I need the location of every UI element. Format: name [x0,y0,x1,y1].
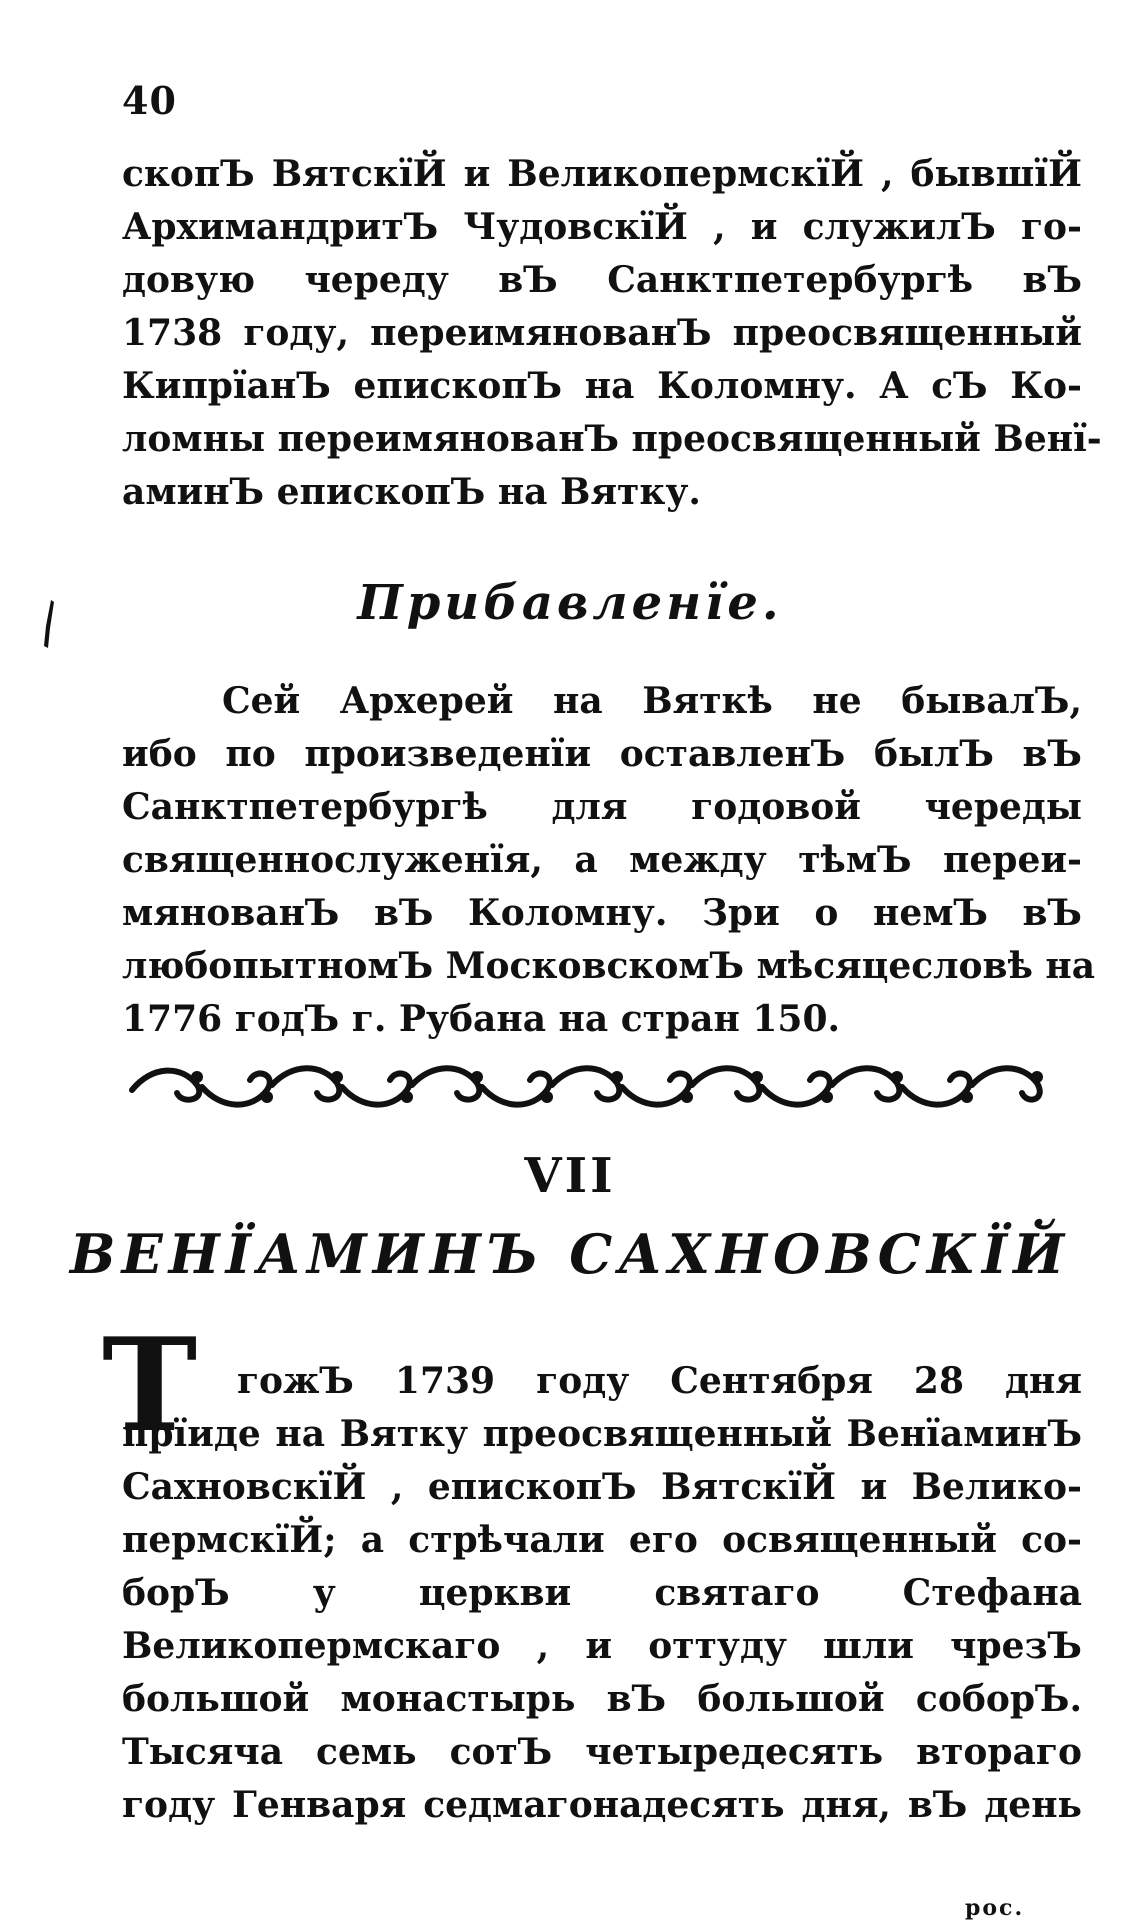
addendum-heading: Прибавленїе. [357,575,783,631]
text-line: пермскїЙ; а стрѣчали его освященный со- [122,1519,1082,1561]
body-paragraph [122,1355,1082,1832]
section-title: ВЕНЇАМИНЪ САХНОВСКЇЙ [69,1222,1071,1286]
text-line: гожЪ 1739 году Сентября 28 дня [237,1360,1082,1402]
text-line: АрхимандритЪ ЧудовскїЙ , и служилЪ го- [122,206,1082,248]
text-line: 1738 году, переимянованЪ преосвященный [122,312,1082,354]
text-line: СахновскїЙ , епископЪ ВятскїЙ и Велико- [122,1466,1082,1508]
catchword: рос. [965,1895,1025,1921]
top-paragraph [122,148,1102,519]
text-line: скопЪ ВятскїЙ и ВеликопермскїЙ , бывшїЙ [122,153,1082,195]
text-line: аминЪ епископЪ на Вятку. [122,471,701,513]
text-line: священнослуженїя, а между тѣмЪ переи- [122,839,1082,881]
text-line: Великопермскаго , и оттуду шли чрезЪ [122,1625,1082,1667]
text-line: большой монастырь вЪ большой соборЪ. [122,1678,1082,1720]
text-line: борЪ у церкви святаго Стефана [122,1572,1082,1614]
text-line: 1776 годЪ г. Рубана на стран 150. [122,998,841,1040]
text-line: мянованЪ вЪ Коломну. Зри о немЪ вЪ [122,892,1082,934]
addendum-paragraph [122,675,1096,1046]
drop-cap: Т [102,1311,198,1461]
text-line: Санктпетербургѣ для годовой череды [122,786,1082,828]
text-line: году Генваря седмагонадесять дня, вЪ день [122,1784,1082,1826]
ornamental-divider [122,1055,1057,1115]
text-line: довую череду вЪ Санктпетербургѣ вЪ [122,259,1082,301]
section-number: VII [524,1148,616,1204]
text-line: любопытномЪ МосковскомЪ мѣсяцесловѣ на [122,945,1096,987]
text-line: КипрїанЪ епископЪ на Коломну. А сЪ Ко- [122,365,1082,407]
page-number: 40 [122,78,177,123]
text-line: Тысяча семь сотЪ четыредесять втораго [122,1731,1082,1773]
text-line: прїиде на Вятку преосвященный ВенїаминЪ [122,1413,1082,1455]
text-line: ломны переимянованЪ преосвященный Венї- [122,418,1102,460]
text-line: Сей Архерей на Вяткѣ не бывалЪ, [222,680,1082,722]
text-line: ибо по произведенїи оставленЪ былЪ вЪ [122,733,1082,775]
